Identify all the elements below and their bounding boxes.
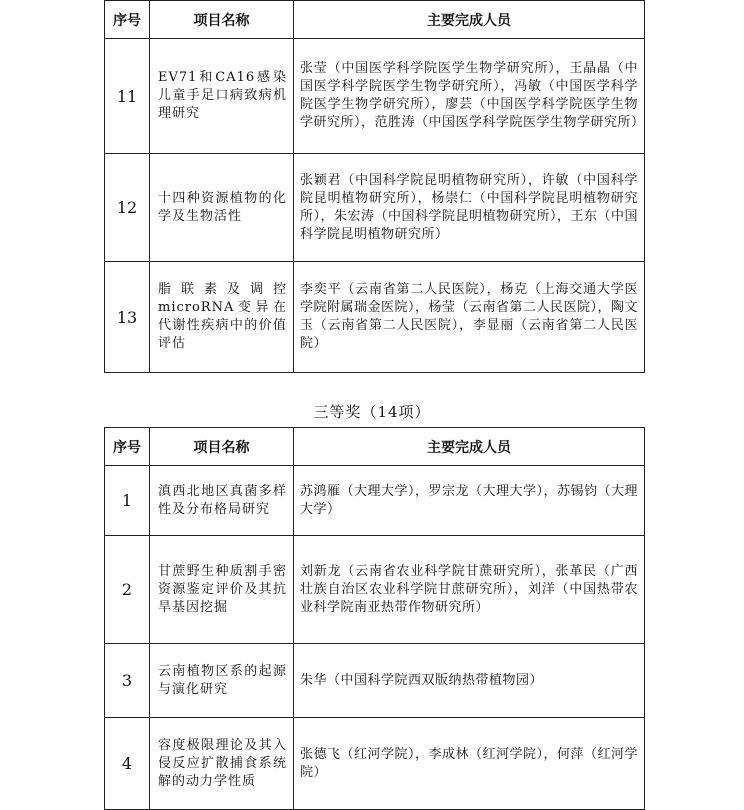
table-row [105, 39, 645, 154]
main-contributors: 张颖君（中国科学院昆明植物研究所），许敏（中国科学院昆明植物研究所），杨崇仁（中国科学院昆明植物研究所），朱宏涛（中国科学院昆明植物研究所），王东（中国科学院昆明植物研究所） [294, 154, 645, 262]
main-contributors: 朱华（中国科学院西双版纳热带植物园） [294, 644, 645, 718]
section-title-third-prize: 三等奖（14项） [313, 403, 431, 421]
serial-number: 4 [105, 718, 150, 810]
serial-number: 13 [105, 262, 150, 373]
table-row [105, 644, 645, 718]
main-contributors: 张德飞（红河学院），李成林（红河学院），何萍（红河学院） [294, 718, 645, 810]
project-name: 云南植物区系的起源与演化研究 [150, 644, 294, 718]
project-name: 滇西北地区真菌多样性及分布格局研究 [150, 466, 294, 536]
serial-number: 12 [105, 154, 150, 262]
header-project-name: 项目名称 [150, 428, 294, 466]
award-table-upper [104, 0, 645, 373]
main-contributors: 李奕平（云南省第二人民医院），杨克（上海交通大学医学院附属瑞金医院），杨莹（云南省第二人民医院），陶文玉（云南省第二人民医院），李显丽（云南省第二人民医院） [294, 262, 645, 373]
table-row [105, 718, 645, 810]
table-header-row [105, 428, 645, 466]
table-row [105, 154, 645, 262]
main-contributors: 张莹（中国医学科学院医学生物学研究所），王晶晶（中国医学科学院医学生物学研究所），冯敏（中国医学科学院医学生物学研究所），廖芸（中国医学科学院医学生物学研究所），范胜涛（中国医学科学院医学生物学研究所） [294, 39, 645, 154]
project-name: 十四种资源植物的化学及生物活性 [150, 154, 294, 262]
main-contributors: 刘新龙（云南省农业科学院甘蔗研究所），张革民（广西壮族自治区农业科学院甘蔗研究所），刘洋（中国热带农业科学院南亚热带作物研究所） [294, 536, 645, 644]
table-row [105, 466, 645, 536]
serial-number: 1 [105, 466, 150, 536]
header-serial-number: 序号 [105, 1, 150, 39]
header-project-name: 项目名称 [150, 1, 294, 39]
table-row [105, 536, 645, 644]
project-name: 脂联素及调控microRNA变异在代谢性疾病中的价值评估 [150, 262, 294, 373]
award-table-third-prize [104, 427, 645, 810]
header-main-contributors: 主要完成人员 [294, 1, 645, 39]
header-serial-number: 序号 [105, 428, 150, 466]
serial-number: 3 [105, 644, 150, 718]
project-name: EV71和CA16感染儿童手足口病致病机理研究 [150, 39, 294, 154]
main-contributors: 苏鸿雁（大理大学），罗宗龙（大理大学），苏锡钧（大理大学） [294, 466, 645, 536]
serial-number: 2 [105, 536, 150, 644]
table-row [105, 262, 645, 373]
table-header-row [105, 1, 645, 39]
serial-number: 11 [105, 39, 150, 154]
project-name: 甘蔗野生种质割手密资源鉴定评价及其抗旱基因挖掘 [150, 536, 294, 644]
header-main-contributors: 主要完成人员 [294, 428, 645, 466]
project-name: 容度极限理论及其入侵反应扩散捕食系统解的动力学性质 [150, 718, 294, 810]
